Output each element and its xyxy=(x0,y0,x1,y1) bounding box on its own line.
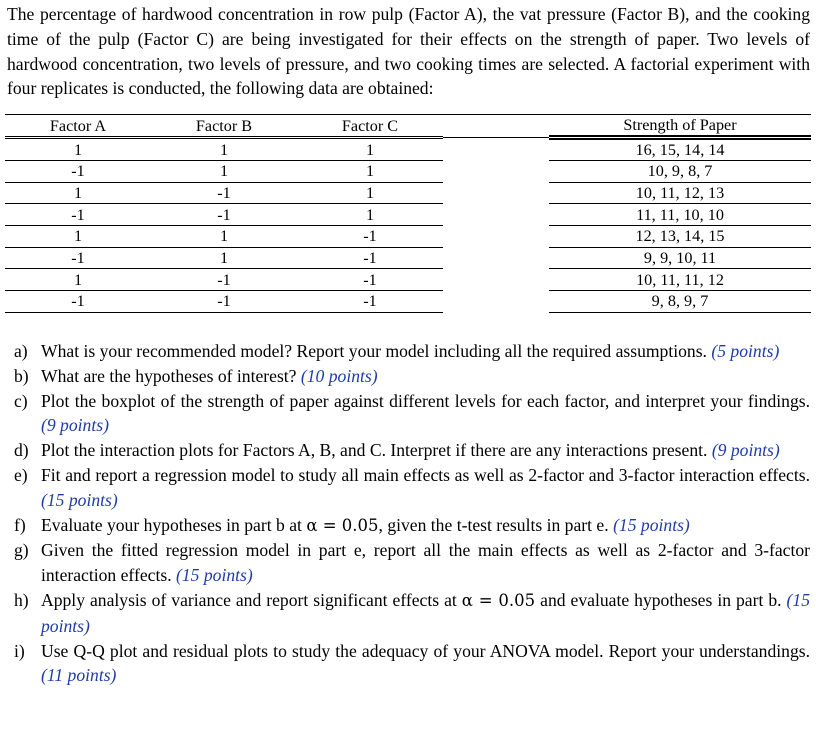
table-row xyxy=(5,269,811,291)
cell-factor-b: -1 xyxy=(151,204,297,226)
question-points: (15 points) xyxy=(41,589,810,636)
cell-factor-c: -1 xyxy=(297,226,443,248)
question-item xyxy=(14,389,810,439)
question-item xyxy=(14,339,810,364)
cell-strength: 10, 9, 8, 7 xyxy=(549,161,811,183)
cell-factor-b: -1 xyxy=(151,269,297,291)
question-list xyxy=(14,339,810,688)
cell-factor-c: -1 xyxy=(297,269,443,291)
question-points: (9 points) xyxy=(41,415,109,436)
problem-statement: The percentage of hardwood concentration in row pulp (Factor A), the vat pressure (Factor B), and the cooking time of the pulp (Factor C) are being investigated for their effects on the strength of paper. Two levels of hardwood concentration, two levels of pressure, and two cooking times are selected. A factorial experiment with four replicates is conducted, the following data are obtained: xyxy=(7,4,810,99)
cell-factor-b: -1 xyxy=(151,291,297,313)
cell-factor-c: 1 xyxy=(297,138,443,161)
factorial-data-table xyxy=(5,114,811,313)
cell-factor-a: -1 xyxy=(5,204,151,226)
cell-spacer xyxy=(443,182,549,204)
cell-factor-c: 1 xyxy=(297,204,443,226)
question-points: (5 points) xyxy=(711,341,780,361)
table-row xyxy=(5,226,811,248)
header-factor-a: Factor A xyxy=(5,115,151,138)
question-points: (15 points) xyxy=(41,489,118,510)
cell-spacer xyxy=(443,291,549,313)
question-points: (11 points) xyxy=(41,665,117,686)
cell-strength: 9, 8, 9, 7 xyxy=(549,291,811,313)
question-item xyxy=(14,463,810,513)
cell-strength: 9, 9, 10, 11 xyxy=(549,247,811,269)
cell-factor-c: 1 xyxy=(297,161,443,183)
question-letter: e) xyxy=(14,464,28,485)
header-factor-c: Factor C xyxy=(297,115,443,138)
cell-spacer xyxy=(443,247,549,269)
table-row xyxy=(5,182,811,204)
table-header-row xyxy=(5,115,811,138)
cell-factor-a: 1 xyxy=(5,269,151,291)
question-letter: c) xyxy=(14,390,28,411)
cell-factor-b: 1 xyxy=(151,161,297,183)
cell-factor-a: 1 xyxy=(5,138,151,161)
question-item xyxy=(14,364,810,389)
question-text-before: Evaluate your hypotheses in part b at xyxy=(41,514,302,535)
question-text: What is your recommended model? Report your model including all the required assumptions. xyxy=(41,341,707,361)
header-factor-b: Factor B xyxy=(151,115,297,138)
cell-strength: 10, 11, 11, 12 xyxy=(549,269,811,291)
question-letter: i) xyxy=(14,640,25,661)
header-strength: Strength of Paper xyxy=(549,115,811,138)
question-text: Fit and report a regression model to study all main effects as well as 2-factor and 3-factor interaction effects. xyxy=(41,464,810,485)
question-text: Plot the boxplot of the strength of paper against different levels for each factor, and interpret your findings. xyxy=(41,390,810,411)
cell-factor-c: 1 xyxy=(297,182,443,204)
table-row xyxy=(5,291,811,313)
question-letter: h) xyxy=(14,589,29,610)
table-row xyxy=(5,161,811,183)
question-alpha: α = 0.05 xyxy=(461,590,536,610)
table-row xyxy=(5,204,811,226)
cell-strength: 16, 15, 14, 14 xyxy=(549,138,811,161)
question-text: Plot the interaction plots for Factors A, B, and C. Interpret if there are any interactions present. xyxy=(41,440,708,461)
question-points: (10 points) xyxy=(300,365,378,386)
cell-factor-a: -1 xyxy=(5,291,151,313)
question-item xyxy=(14,538,810,588)
cell-factor-a: -1 xyxy=(5,161,151,183)
question-text: Use Q-Q plot and residual plots to study the adequacy of your ANOVA model. Report your understandings. xyxy=(41,640,810,661)
cell-spacer xyxy=(443,269,549,291)
cell-factor-a: -1 xyxy=(5,247,151,269)
question-item xyxy=(14,588,810,639)
table-row xyxy=(5,247,811,269)
question-text: Given the fitted regression model in part e, report all the main effects as well as 2-factor and 3-factor interaction effects. xyxy=(41,540,810,586)
question-letter: d) xyxy=(14,440,29,461)
cell-factor-c: -1 xyxy=(297,291,443,313)
question-points: (15 points) xyxy=(613,514,690,535)
cell-spacer xyxy=(443,138,549,161)
question-item xyxy=(14,513,810,539)
cell-spacer xyxy=(443,204,549,226)
question-letter: b) xyxy=(14,365,29,386)
cell-strength: 11, 11, 10, 10 xyxy=(549,204,811,226)
question-text-before: Apply analysis of variance and report significant effects at xyxy=(41,589,457,610)
cell-factor-b: 1 xyxy=(151,226,297,248)
question-letter: a) xyxy=(14,341,28,361)
cell-spacer xyxy=(443,226,549,248)
question-item xyxy=(14,639,810,689)
question-letter: f) xyxy=(14,514,26,535)
cell-factor-a: 1 xyxy=(5,182,151,204)
question-text-after: , given the t-test results in part e. xyxy=(378,514,609,535)
question-points: (15 points) xyxy=(176,565,253,586)
cell-factor-b: -1 xyxy=(151,182,297,204)
question-alpha: α = 0.05 xyxy=(306,515,379,535)
cell-spacer xyxy=(443,161,549,183)
question-letter: g) xyxy=(14,540,29,561)
cell-factor-c: -1 xyxy=(297,247,443,269)
cell-factor-a: 1 xyxy=(5,226,151,248)
question-text: What are the hypotheses of interest? xyxy=(41,365,297,386)
question-item xyxy=(14,438,810,463)
question-points: (9 points) xyxy=(711,440,780,461)
header-spacer xyxy=(443,115,549,138)
question-text-after: and evaluate hypotheses in part b. xyxy=(540,589,782,610)
table-row xyxy=(5,138,811,161)
cell-factor-b: 1 xyxy=(151,138,297,161)
cell-strength: 10, 11, 12, 13 xyxy=(549,182,811,204)
cell-factor-b: 1 xyxy=(151,247,297,269)
cell-strength: 12, 13, 14, 15 xyxy=(549,226,811,248)
